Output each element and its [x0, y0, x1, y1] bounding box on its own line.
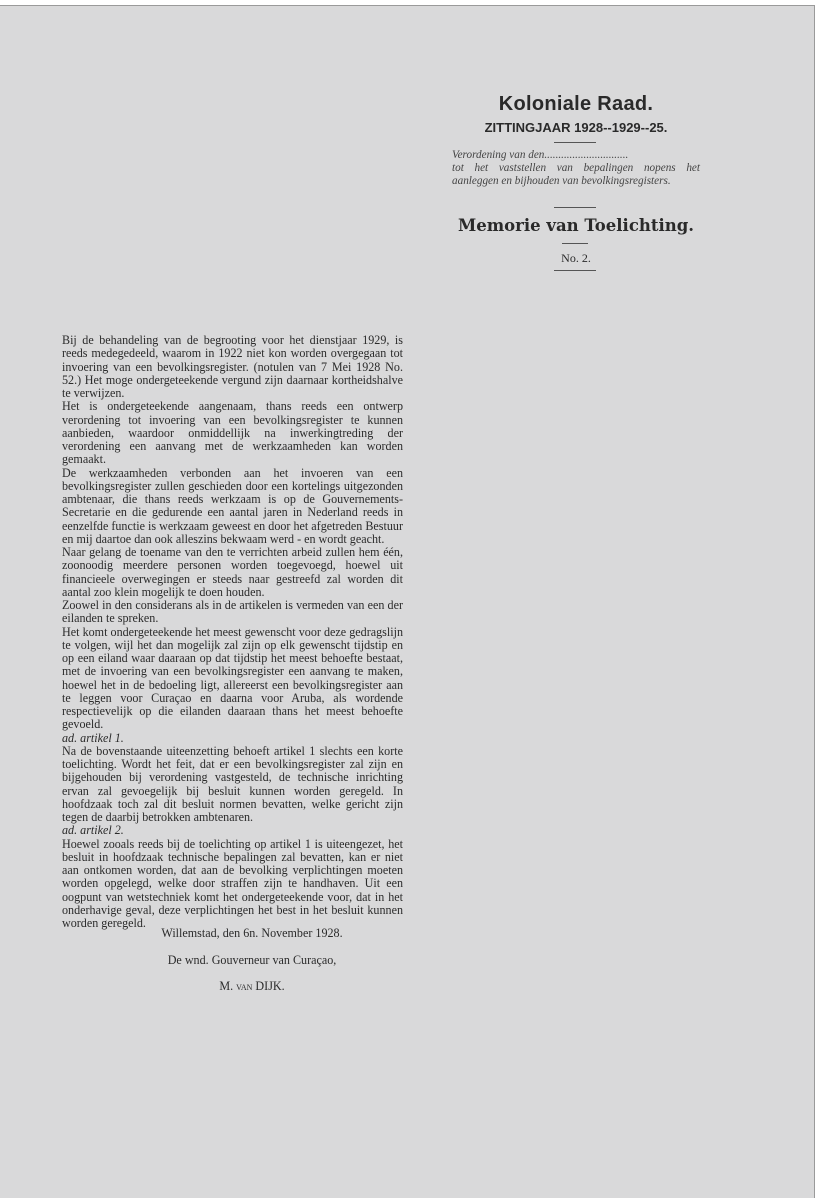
signature-name: M. van DIJK.: [219, 979, 285, 993]
session-year: ZITTINGJAAR 1928--1929--25.: [484, 120, 668, 135]
signatory-office: De wnd. Gouverneur van Curaçao,: [167, 953, 337, 967]
ordinance-subject: [452, 149, 700, 188]
place-date: Willemstad, den 6n. November 1928.: [161, 926, 343, 940]
paragraph: De werkzaamheden verbonden aan het invoeren van een bevolkingsregister zullen geschieden door een kortelings uitgezonden ambtenaar, die thans reeds werkzaam is op de Gouvernements-Secretarie en die gedurende een aantal jaren in Nederland reeds in eenzelfde functie is werkzaam geweest en door het afgetreden Bestuur en mij daartoe dan ook alleszins bekwaam werd - en wordt geacht.: [62, 465, 403, 546]
divider-3: [562, 243, 588, 244]
paragraph: Zoowel in den considerans als in de artikelen is vermeden van een der eilanden te spreken.: [62, 598, 403, 626]
article-1-heading: ad. artikel 1.: [62, 730, 124, 745]
document-number: No. 2.: [561, 251, 591, 265]
ordinance-line: Verordening van den..............................: [452, 149, 629, 161]
paragraph: Het komt ondergeteekende het meest gewenscht voor deze gedragslijn te volgen, wijl het dan mogelijk zal zijn op elk gewenscht tijdstip en op een eiland waar daaraan op dat tijdstip het meest behoefte bestaat, met de invoering van een bevolkingsregister een aanvang te maken, hoewel het in de bedoeling ligt, allereerst een bevolkingsregister aan te leggen voor Curaçao en daarna voor Aruba, als wordende respectievelijk op die eilanden daaraan thans het meest behoefte gevoeld.: [62, 624, 403, 732]
document-page: [0, 5, 815, 1198]
ordinance-description: tot het vaststellen van bepalingen nopens het aanleggen en bijhouden van bevolkingsregisters.: [452, 162, 700, 187]
memorandum-body: [62, 334, 403, 930]
article-2-heading: ad. artikel 2.: [62, 823, 124, 838]
divider-2: [554, 207, 596, 208]
divider-4: [554, 270, 596, 271]
council-title: Koloniale Raad.: [498, 93, 654, 115]
paragraph: Naar gelang de toename van den te verrichten arbeid zullen hem één, zoonoodig meerdere personen worden toegevoegd, hoewel uit financieele overwegingen er steeds naar gestreefd zal worden dit aantal zoo klein mogelijk te doen houden.: [62, 545, 403, 599]
article-2-text: Hoewel zooals reeds bij de toelichting op artikel 1 is uiteengezet, het besluit in hoofdzaak technische bepalingen zal bevatten, kan er niet aan ontkomen worden, dat aan de bevolking verplichtingen moeten worden opgelegd, welke door straffen zijn te handhaven. Uit een oogpunt van wetstechniek komt het ondergeteekende voor, dat in het onderhavige geval, deze verplichtingen het best in het besluit kunnen worden geregeld.: [62, 836, 403, 930]
paragraph: Bij de behandeling van de begrooting voor het dienstjaar 1929, is reeds medegedeeld, waarom in 1922 niet kon worden overgegaan tot invoering van een bevolkingsregister. (notulen van 7 Mei 1928 No. 52.) Het moge ondergeteekende vergund zijn daarnaar kortheidshalve te verwijzen.: [62, 333, 403, 400]
paragraph: Het is ondergeteekende aangenaam, thans reeds een ontwerp verordening tot invoering van een bevolkingsregister te kunnen aanbieden, waardoor onmiddellijk na inwerkingtreding der verordening een aanvang met de werkzaamheden kan worden gemaakt.: [62, 399, 403, 467]
memorie-heading: Memorie van Toelichting.: [457, 216, 695, 235]
article-1-text: Na de bovenstaande uiteenzetting behoeft artikel 1 slechts een korte toelichting. Wordt het feit, dat er een bevolkingsregister zal zijn en bijgehouden bij verordening vastgesteld, de technische inrichting ervan zal gevoegelijk bij besluit kunnen worden geregeld. In hoofdzaak toch zal dit besluit normen bevatten, welke gericht zijn tegen de daarbij betrokken ambtenaren.: [62, 743, 403, 824]
divider-1: [554, 142, 596, 143]
